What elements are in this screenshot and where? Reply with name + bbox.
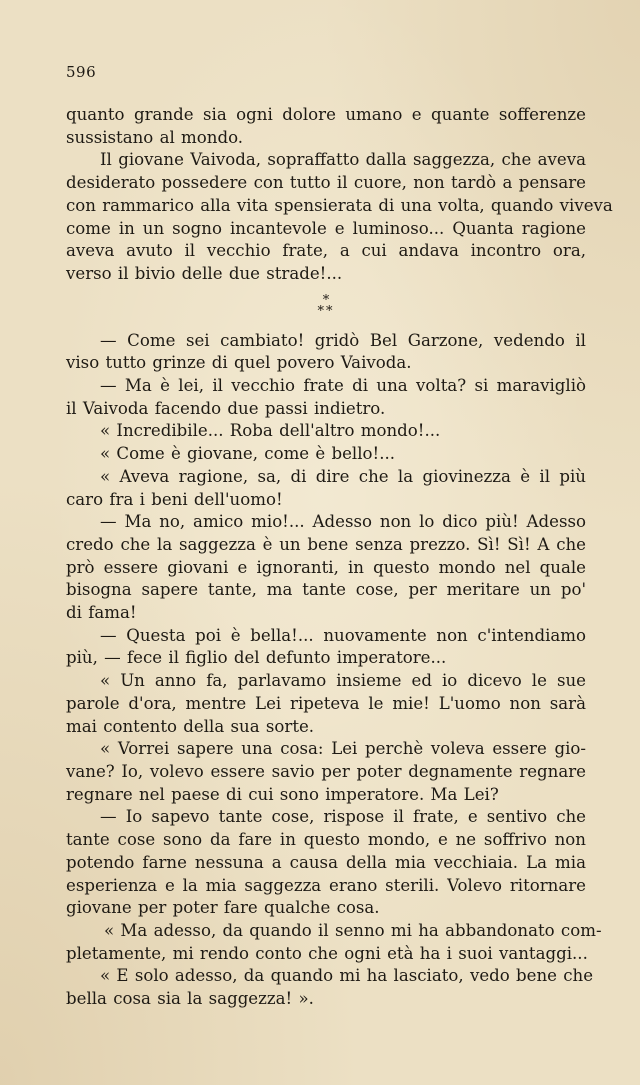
text-line: Il giovane Vaivoda, sopraffatto dalla saggezza, che aveva	[100, 150, 586, 170]
text-line: aveva avuto il vecchio frate, a cui andava incontro ora,	[66, 241, 586, 261]
text-line: — Questa poi è bella!... nuovamente non c'intendiamo	[100, 625, 586, 645]
text-line: sussistano al mondo.	[66, 127, 244, 147]
page-content	[66, 60, 613, 1011]
text-line: vane? Io, volevo essere savio per poter degnamente regnare	[66, 761, 586, 781]
text-line: « Un anno fa, parlavamo insieme ed io dicevo le sue	[100, 671, 586, 691]
text-line: bisogna sapere tante, ma tante cose, per meritare un po'	[66, 580, 586, 600]
text-line: di fama!	[66, 603, 137, 623]
text-line: quanto grande sia ogni dolore umano e quante sofferenze	[66, 105, 586, 124]
text-line: — Ma no, amico mio!... Adesso non lo dico più! Adesso	[100, 512, 586, 532]
text-line: potendo farne nessuna a causa della mia vecchiaia. La mia	[66, 852, 586, 872]
text-line: « E solo adesso, da quando mi ha lasciato, vedo bene che	[100, 966, 594, 986]
text-line: mai contento della sua sorte.	[66, 716, 315, 736]
text-line: il Vaivoda facendo due passi indietro.	[66, 398, 386, 418]
text-line: come in un sogno incantevole e luminoso... Quanta ragione	[66, 218, 586, 238]
text-line: con rammarico alla vita spensierata di una volta, quando viveva	[66, 195, 613, 215]
text-line: regnare nel paese di cui sono imperatore. Ma Lei?	[66, 784, 499, 804]
text-line: caro fra i beni dell'uomo!	[66, 489, 283, 509]
section-separator	[66, 286, 586, 330]
text-line: verso il bivio delle due strade!...	[66, 263, 343, 283]
asterism-bottom: **	[317, 303, 335, 319]
text-line: bella cosa sia la saggezza! ».	[66, 989, 314, 1009]
text-line: parole d'ora, mentre Lei ripeteva le mie! L'uomo non sarà	[66, 693, 586, 713]
text-line: pletamente, mi rendo conto che ogni età ha i suoi vantaggi...	[66, 943, 588, 963]
text-line: desiderato possedere con tutto il cuore, non tardò a pensare	[66, 173, 586, 193]
text-line: « Ma adesso, da quando il senno mi ha abbandonato com-	[104, 920, 602, 940]
text-line: « Come è giovane, come è bello!...	[100, 444, 396, 464]
text-line: tante cose sono da fare in questo mondo, e ne soffrivo non	[66, 830, 586, 850]
text-line: « Incredibile... Roba dell'altro mondo!...	[100, 421, 441, 441]
page-number: 596	[66, 63, 97, 81]
text-line: più, — fece il figlio del defunto imperatore...	[66, 648, 447, 668]
text-line: — Io sapevo tante cose, rispose il frate, e sentivo che	[100, 807, 586, 827]
text-line: — Ma è lei, il vecchio frate di una volta? si maravigliò	[100, 376, 586, 396]
text-line: prò essere giovani e ignoranti, in questo mondo nel quale	[66, 557, 586, 577]
body-text	[66, 104, 613, 1011]
text-line: — Come sei cambiato! gridò Bel Garzone, vedendo il	[100, 330, 586, 350]
text-line: « Vorrei sapere una cosa: Lei perchè voleva essere gio-	[100, 739, 586, 759]
text-line: giovane per poter fare qualche cosa.	[66, 898, 380, 918]
text-line: credo che la saggezza è un bene senza prezzo. Sì! Sì! A che	[66, 534, 586, 554]
text-line: viso tutto grinze di quel povero Vaivoda.	[66, 353, 412, 373]
text-line: esperienza e la mia saggezza erano sterili. Volevo ritornare	[66, 875, 586, 895]
asterism-top: *	[322, 292, 330, 308]
text-line: « Aveva ragione, sa, di dire che la giovinezza è il più	[100, 466, 586, 486]
